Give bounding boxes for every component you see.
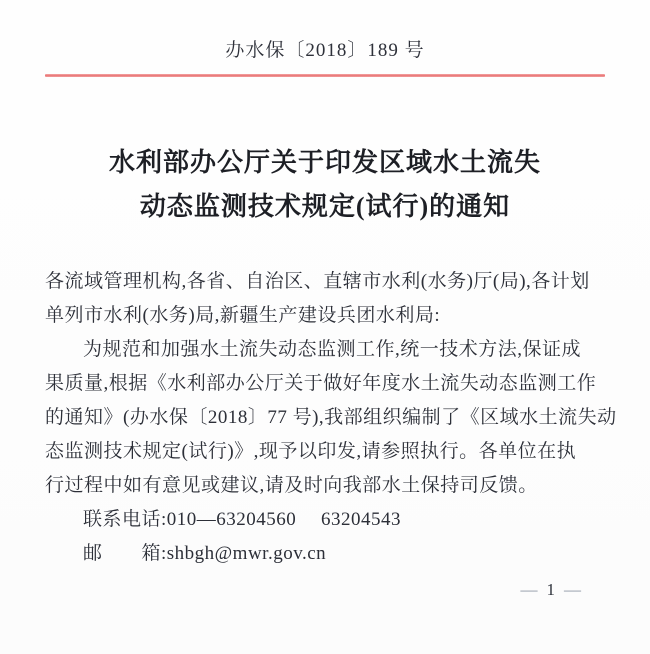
- contact-phone: 联系电话:010—63204560 63204543: [83, 509, 402, 530]
- page-number: [513, 580, 591, 600]
- body-text-line: 果质量,根据《水利部办公厅关于做好年度水土流失动态监测工作: [45, 373, 597, 394]
- contact-email: 邮 箱:shbgh@mwr.gov.cn: [83, 543, 327, 564]
- body-text-line: 的通知》(办水保〔2018〕77 号),我部组织编制了《区域水土流失动: [45, 407, 617, 428]
- document-title-line1: 水利部办公厅关于印发区域水土流失: [108, 148, 541, 177]
- body-text-line: 单列市水利(水务)局,新疆生产建设兵团水利局:: [45, 305, 441, 326]
- document-title-line2: 动态监测技术规定(试行)的通知: [139, 192, 511, 221]
- body-text-line: 各流域管理机构,各省、自治区、直辖市水利(水务)厅(局),各计划: [45, 271, 590, 292]
- document-title: [0, 141, 650, 229]
- header-divider-line: [45, 74, 605, 77]
- doc-number: 办水保〔2018〕189 号: [225, 40, 425, 61]
- page-number-value: 1: [546, 580, 556, 599]
- body-text-line: 行过程中如有意见或建议,请及时向我部水土保持司反馈。: [45, 475, 538, 496]
- page-number-left-dash: —: [520, 580, 539, 599]
- page-number-right-dash: —: [564, 580, 582, 599]
- document-body: [45, 265, 617, 571]
- body-text-line: 态监测技术规定(试行)》,现予以印发,请参照执行。各单位在执: [45, 441, 577, 462]
- body-text-line: 为规范和加强水土流失动态监测工作,统一技术方法,保证成: [83, 339, 582, 360]
